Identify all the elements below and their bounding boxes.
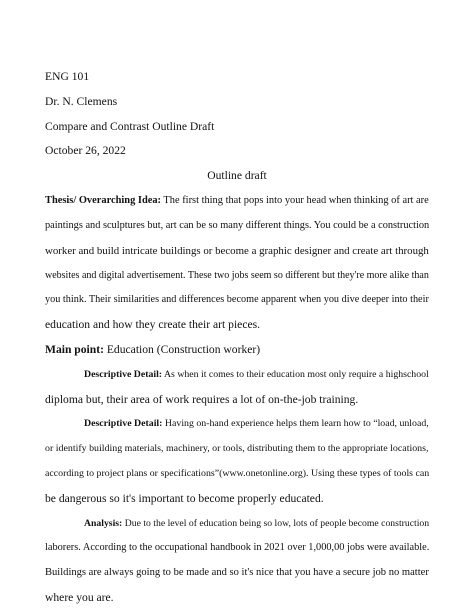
instructor-line: Dr. N. Clemens xyxy=(45,94,118,108)
analysis-line-1 xyxy=(84,517,429,531)
analysis-line-3: Buildings are always going to be made and so it's nice that you have a secure job no matter xyxy=(45,567,429,579)
thesis-text-1: The first thing that pops into your head when thinking of art are xyxy=(161,195,429,206)
thesis-line-2: paintings and sculptures but, art can be so many different things. You could be a construction xyxy=(45,219,430,231)
detail2-line-4: be dangerous so it's important to become properly educated. xyxy=(45,491,324,505)
course-line: ENG 101 xyxy=(45,70,90,83)
main-point-text: Education (Construction worker) xyxy=(103,342,261,356)
main-point-label: Main point: xyxy=(45,342,104,356)
detail2-label: Descriptive Detail: xyxy=(84,418,163,430)
detail2-text-1: Having on-hand experience helps them learn how to “load, unload, xyxy=(162,418,429,430)
main-point-line xyxy=(45,343,429,357)
thesis-line-1 xyxy=(45,194,429,208)
thesis-line-5: you think. Their similarities and differences become apparent when you dive deeper into their xyxy=(45,294,429,306)
date-line: October 26, 2022 xyxy=(45,144,126,158)
assignment-line: Compare and Contrast Outline Draft xyxy=(45,119,215,133)
thesis-line-6: education and how they create their art pieces. xyxy=(45,318,261,332)
document-title: Outline draft xyxy=(207,169,267,183)
detail1-label: Descriptive Detail: xyxy=(84,368,163,380)
detail2-line-2: or identify building materials, machinery, or tools, distributing them to the appropriate locations, xyxy=(45,443,429,455)
detail1-text-1: As when it comes to their education most only require a highschool xyxy=(162,368,429,380)
detail2-line-3: according to project plans or specifications”(www.onetonline.org). Using these types of tools can xyxy=(45,468,430,479)
analysis-text-1: Due to the level of education being so low, lots of people become construction xyxy=(122,517,430,529)
detail1-line-1 xyxy=(84,368,429,382)
analysis-line-4: where you are. xyxy=(45,591,114,604)
thesis-line-4: websites and digital advertisement. These two jobs seem so different but they're more alike than xyxy=(45,269,429,281)
detail1-line-2: diploma but, their area of work requires a lot of on-the-job training. xyxy=(45,392,359,406)
analysis-label: Analysis: xyxy=(84,517,123,529)
thesis-label: Thesis/ Overarching Idea: xyxy=(45,195,162,206)
detail2-line-1 xyxy=(84,417,429,431)
thesis-line-3: worker and build intricate buildings or become a graphic designer and create art through xyxy=(45,244,429,257)
analysis-line-2: laborers. According to the occupational handbook in 2021 over 1,000,00 jobs were available. xyxy=(45,542,430,554)
